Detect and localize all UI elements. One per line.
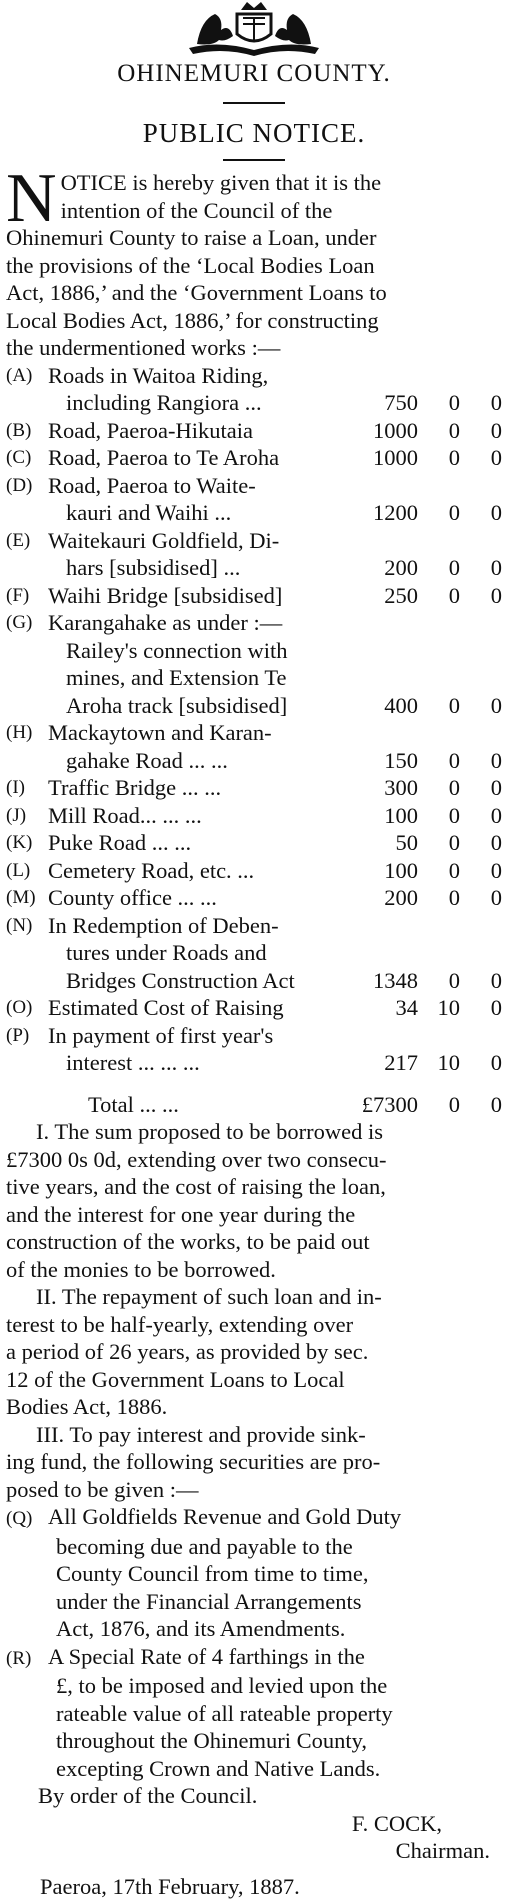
work-shillings: 0 bbox=[422, 582, 460, 610]
security-line: County Council from time to time, bbox=[6, 1560, 502, 1588]
work-description: tures under Roads and bbox=[48, 939, 354, 967]
security-line: £, to be imposed and levied upon the bbox=[6, 1672, 502, 1700]
work-row bbox=[6, 829, 502, 857]
work-description: Traffic Bridge ... ... bbox=[48, 774, 354, 802]
work-pence: 0 bbox=[460, 802, 502, 830]
work-row bbox=[6, 527, 502, 555]
work-letter: (O) bbox=[6, 994, 48, 1022]
work-row bbox=[6, 444, 502, 472]
work-shillings: 0 bbox=[422, 444, 460, 472]
total-shillings: 0 bbox=[422, 1077, 460, 1119]
security-q bbox=[6, 1503, 502, 1643]
total-row bbox=[6, 1077, 502, 1119]
para-line: posed to be given :— bbox=[6, 1476, 502, 1504]
work-row bbox=[6, 747, 502, 775]
work-pence: 0 bbox=[460, 692, 502, 720]
security-line: rateable value of all rateable property bbox=[6, 1700, 502, 1728]
work-shillings: 0 bbox=[422, 774, 460, 802]
work-letter: (M) bbox=[6, 884, 48, 912]
work-pounds: 1000 bbox=[354, 417, 422, 445]
work-pence: 0 bbox=[460, 417, 502, 445]
work-letter: (E) bbox=[6, 527, 48, 555]
work-description: In payment of first year's bbox=[48, 1022, 354, 1050]
work-pence: 0 bbox=[460, 389, 502, 417]
work-shillings: 0 bbox=[422, 829, 460, 857]
security-line: excepting Crown and Native Lands. bbox=[6, 1755, 502, 1783]
work-row bbox=[6, 417, 502, 445]
work-letter: (J) bbox=[6, 802, 48, 830]
intro-line: Act, 1886,’ and the ‘Government Loans to bbox=[6, 279, 502, 307]
work-row bbox=[6, 1049, 502, 1077]
work-pence: 0 bbox=[460, 884, 502, 912]
work-pence: 0 bbox=[460, 967, 502, 995]
work-row bbox=[6, 637, 502, 665]
work-pounds: 1200 bbox=[354, 499, 422, 527]
work-shillings: 10 bbox=[422, 994, 460, 1022]
total-pounds: £7300 bbox=[354, 1077, 422, 1119]
work-description: Railey's connection with bbox=[48, 637, 354, 665]
work-row bbox=[6, 609, 502, 637]
work-pounds: 100 bbox=[354, 857, 422, 885]
work-pounds: 400 bbox=[354, 692, 422, 720]
notice-date: Paeroa, 17th February, 1887. bbox=[6, 1873, 502, 1900]
security-letter: (Q) bbox=[6, 1505, 48, 1533]
work-letter: (D) bbox=[6, 472, 48, 500]
work-description: Waihi Bridge [subsidised] bbox=[48, 582, 354, 610]
intro-line: the provisions of the ‘Local Bodies Loan bbox=[6, 252, 502, 280]
signer-name: F. COCK, bbox=[6, 1810, 502, 1838]
work-row bbox=[6, 857, 502, 885]
paragraph-one bbox=[6, 1118, 502, 1283]
county-title: OHINEMURI COUNTY. bbox=[6, 60, 502, 88]
work-description: In Redemption of Deben- bbox=[48, 912, 354, 940]
intro-line: Ohinemuri County to raise a Loan, under bbox=[6, 224, 502, 252]
total-label: Total ... ... bbox=[48, 1077, 354, 1119]
drop-cap: N bbox=[6, 171, 57, 227]
work-shillings: 0 bbox=[422, 802, 460, 830]
security-line: A Special Rate of 4 farthings in the bbox=[48, 1644, 365, 1669]
work-description: mines, and Extension Te bbox=[48, 664, 354, 692]
work-pence: 0 bbox=[460, 554, 502, 582]
work-row bbox=[6, 389, 502, 417]
security-line: under the Financial Arrangements bbox=[6, 1588, 502, 1616]
para-line: terest to be half-yearly, extending over bbox=[6, 1311, 502, 1339]
work-row bbox=[6, 774, 502, 802]
work-shillings: 0 bbox=[422, 884, 460, 912]
work-letter: (P) bbox=[6, 1022, 48, 1050]
signer-role: Chairman. bbox=[6, 1837, 502, 1865]
work-description: gahake Road ... ... bbox=[48, 747, 354, 775]
work-pence: 0 bbox=[460, 582, 502, 610]
work-shillings: 0 bbox=[422, 857, 460, 885]
work-pence: 0 bbox=[460, 829, 502, 857]
work-description: hars [subsidised] ... bbox=[48, 554, 354, 582]
work-pounds: 250 bbox=[354, 582, 422, 610]
intro-line: the undermentioned works :— bbox=[6, 334, 502, 362]
security-letter: (R) bbox=[6, 1645, 48, 1673]
security-line: becoming due and payable to the bbox=[6, 1533, 502, 1561]
work-letter: (B) bbox=[6, 417, 48, 445]
work-letter: (F) bbox=[6, 582, 48, 610]
work-description: Puke Road ... ... bbox=[48, 829, 354, 857]
security-r bbox=[6, 1643, 502, 1783]
work-pence: 0 bbox=[460, 444, 502, 472]
intro-line: intention of the Council of the bbox=[6, 197, 502, 225]
work-description: including Rangiora ... bbox=[48, 389, 354, 417]
para-line: III. To pay interest and provide sink- bbox=[6, 1421, 502, 1449]
work-shillings: 0 bbox=[422, 747, 460, 775]
work-description: Road, Paeroa to Waite- bbox=[48, 472, 354, 500]
security-line: All Goldfields Revenue and Gold Duty bbox=[48, 1504, 401, 1529]
work-description: Aroha track [subsidised] bbox=[48, 692, 354, 720]
work-row bbox=[6, 582, 502, 610]
work-description: kauri and Waihi ... bbox=[48, 499, 354, 527]
work-pence: 0 bbox=[460, 994, 502, 1022]
para-line: 12 of the Government Loans to Local bbox=[6, 1366, 502, 1394]
work-row bbox=[6, 554, 502, 582]
coat-of-arms-icon bbox=[179, 0, 329, 58]
work-row bbox=[6, 719, 502, 747]
para-line: and the interest for one year during the bbox=[6, 1201, 502, 1229]
work-pounds: 300 bbox=[354, 774, 422, 802]
work-pence: 0 bbox=[460, 1049, 502, 1077]
work-description: Waitekauri Goldfield, Di- bbox=[48, 527, 354, 555]
work-shillings: 0 bbox=[422, 389, 460, 417]
heading-divider bbox=[223, 159, 285, 161]
total-pence: 0 bbox=[460, 1077, 502, 1119]
security-line: Act, 1876, and its Amendments. bbox=[6, 1615, 502, 1643]
para-line: construction of the works, to be paid out bbox=[6, 1228, 502, 1256]
work-pounds: 100 bbox=[354, 802, 422, 830]
work-shillings: 0 bbox=[422, 417, 460, 445]
para-line: I. The sum proposed to be borrowed is bbox=[6, 1118, 502, 1146]
works-table bbox=[6, 362, 502, 1119]
notice-heading: PUBLIC NOTICE. bbox=[6, 118, 502, 149]
work-row bbox=[6, 802, 502, 830]
work-row bbox=[6, 362, 502, 390]
work-shillings: 0 bbox=[422, 967, 460, 995]
work-description: interest ... ... ... bbox=[48, 1049, 354, 1077]
work-pence: 0 bbox=[460, 499, 502, 527]
work-letter: (L) bbox=[6, 857, 48, 885]
work-row bbox=[6, 472, 502, 500]
work-pounds: 150 bbox=[354, 747, 422, 775]
work-shillings: 0 bbox=[422, 499, 460, 527]
para-line: ing fund, the following securities are pro- bbox=[6, 1448, 502, 1476]
work-letter: (I) bbox=[6, 774, 48, 802]
work-pounds: 217 bbox=[354, 1049, 422, 1077]
intro-paragraph bbox=[6, 169, 502, 362]
work-description: Karangahake as under :— bbox=[48, 609, 354, 637]
work-pounds: 50 bbox=[354, 829, 422, 857]
title-divider bbox=[223, 102, 285, 104]
work-row bbox=[6, 884, 502, 912]
work-pounds: 1348 bbox=[354, 967, 422, 995]
work-pence: 0 bbox=[460, 747, 502, 775]
work-letter: (H) bbox=[6, 719, 48, 747]
work-letter: (K) bbox=[6, 829, 48, 857]
work-description: Mackaytown and Karan- bbox=[48, 719, 354, 747]
work-pounds: 200 bbox=[354, 554, 422, 582]
work-description: Mill Road... ... ... bbox=[48, 802, 354, 830]
work-pounds: 200 bbox=[354, 884, 422, 912]
security-line: throughout the Ohinemuri County, bbox=[6, 1727, 502, 1755]
para-line: a period of 26 years, as provided by sec. bbox=[6, 1338, 502, 1366]
work-letter: (N) bbox=[6, 912, 48, 940]
para-line: £7300 0s 0d, extending over two consecu- bbox=[6, 1146, 502, 1174]
para-line: II. The repayment of such loan and in- bbox=[6, 1283, 502, 1311]
work-pounds: 750 bbox=[354, 389, 422, 417]
work-description: Bridges Construction Act bbox=[48, 967, 354, 995]
paragraph-three bbox=[6, 1421, 502, 1504]
work-row bbox=[6, 912, 502, 940]
para-line: Bodies Act, 1886. bbox=[6, 1393, 502, 1421]
work-description: County office ... ... bbox=[48, 884, 354, 912]
work-pence: 0 bbox=[460, 774, 502, 802]
work-row bbox=[6, 967, 502, 995]
work-row bbox=[6, 939, 502, 967]
intro-line: Local Bodies Act, 1886,’ for constructing bbox=[6, 307, 502, 335]
work-row bbox=[6, 692, 502, 720]
work-description: Road, Paeroa to Te Aroha bbox=[48, 444, 354, 472]
work-description: Cemetery Road, etc. ... bbox=[48, 857, 354, 885]
work-row bbox=[6, 1022, 502, 1050]
work-shillings: 0 bbox=[422, 554, 460, 582]
work-row bbox=[6, 499, 502, 527]
work-letter: (A) bbox=[6, 362, 48, 390]
work-pounds: 1000 bbox=[354, 444, 422, 472]
by-order-line: By order of the Council. bbox=[6, 1782, 502, 1810]
para-line: tive years, and the cost of raising the loan, bbox=[6, 1173, 502, 1201]
work-shillings: 0 bbox=[422, 692, 460, 720]
work-description: Estimated Cost of Raising bbox=[48, 994, 354, 1022]
work-row bbox=[6, 994, 502, 1022]
intro-line: OTICE is hereby given that it is the bbox=[6, 169, 502, 197]
work-pounds: 34 bbox=[354, 994, 422, 1022]
work-letter: (G) bbox=[6, 609, 48, 637]
work-row bbox=[6, 664, 502, 692]
work-description: Roads in Waitoa Riding, bbox=[48, 362, 354, 390]
para-line: of the monies to be borrowed. bbox=[6, 1256, 502, 1284]
work-pence: 0 bbox=[460, 857, 502, 885]
work-letter: (C) bbox=[6, 444, 48, 472]
work-description: Road, Paeroa-Hikutaia bbox=[48, 417, 354, 445]
work-shillings: 10 bbox=[422, 1049, 460, 1077]
paragraph-two bbox=[6, 1283, 502, 1421]
